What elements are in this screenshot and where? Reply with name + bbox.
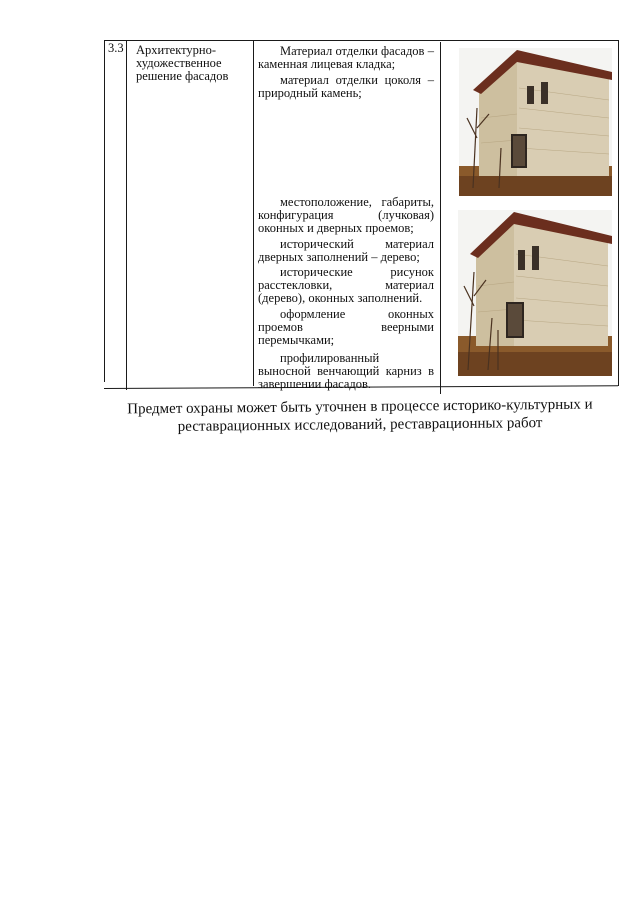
item-1 bbox=[258, 45, 434, 71]
item-text: исторические рисунок расстекловки, материал (дерево), оконных заполнений. bbox=[258, 265, 434, 305]
row-title: Архитектурно-художественное решение фасадов bbox=[136, 43, 229, 83]
table-left-border bbox=[104, 40, 105, 382]
item-text: профилированный выносной венчающий карниз в завершении фасадов. bbox=[258, 351, 434, 391]
item-text: материал отделки цоколя – природный камень; bbox=[258, 73, 434, 100]
column-divider-3 bbox=[440, 42, 441, 394]
facade-photo-2 bbox=[458, 210, 612, 376]
item-text: оформление оконных проемов веерными перемычками; bbox=[258, 307, 434, 347]
item-3 bbox=[258, 196, 434, 235]
item-7 bbox=[258, 352, 434, 391]
item-text: местоположение, габариты, конфигурация (лучковая) оконных и дверных проемов; bbox=[258, 195, 434, 235]
building-illustration bbox=[459, 48, 612, 196]
column-divider-2 bbox=[253, 40, 254, 386]
item-2 bbox=[258, 74, 434, 100]
column-divider-1 bbox=[126, 40, 127, 390]
table-top-border bbox=[104, 40, 619, 41]
item-5 bbox=[258, 266, 434, 305]
item-text: Материал отделки фасадов – каменная лицевая кладка; bbox=[258, 44, 434, 71]
table-right-border bbox=[618, 40, 619, 386]
item-4 bbox=[258, 238, 434, 264]
facade-photo-1 bbox=[459, 48, 612, 196]
item-6 bbox=[258, 308, 434, 347]
building-illustration bbox=[458, 210, 612, 376]
footnote: Предмет охраны может быть уточнен в процессе историко-культурных и реставрационных исследований, реставрационных работ bbox=[127, 396, 593, 435]
item-text: исторический материал дверных заполнений – дерево; bbox=[258, 237, 434, 264]
row-number: 3.3 bbox=[108, 41, 124, 55]
